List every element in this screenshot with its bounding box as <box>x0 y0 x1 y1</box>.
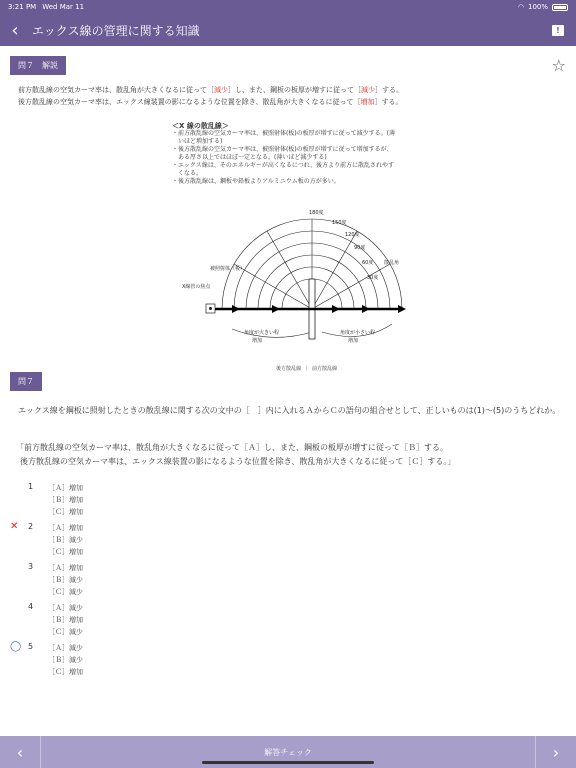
answer-check-button[interactable]: 解答チェック <box>264 747 312 757</box>
bookmark-star-icon[interactable]: ☆ <box>551 56 566 75</box>
choice-number: 3 <box>28 562 34 571</box>
angle-label: 150度 <box>332 220 347 226</box>
choice-2[interactable] <box>0 522 576 562</box>
choice-number: 5 <box>28 642 34 651</box>
angle-label: 90度 <box>354 245 366 251</box>
choice-a: ［Ａ］減少 <box>48 644 83 652</box>
choice-number: 1 <box>28 482 34 491</box>
chevron-left-icon: ‹ <box>16 742 24 762</box>
choice-number: 4 <box>28 602 34 611</box>
large-angle-label-2: 増加 <box>252 338 263 344</box>
scatter-direction-labels <box>276 365 337 372</box>
exp-answer-highlight: 増加 <box>360 98 375 106</box>
beam-arrowhead <box>272 305 280 313</box>
choice-c: ［Ｃ］減少 <box>48 588 83 596</box>
choice-b: ［Ｂ］増加 <box>48 616 83 624</box>
choice-1[interactable] <box>0 482 576 522</box>
diagram-title: ＜X 線の散乱線＞ <box>172 122 229 130</box>
question-text <box>10 404 566 418</box>
status-time: 3:21 PM <box>8 3 37 11</box>
nav-bar <box>0 14 576 46</box>
ray <box>312 264 390 309</box>
angle-label: 180度 <box>309 210 324 216</box>
question-quote <box>10 441 566 469</box>
choice-c: ［Ｃ］増加 <box>48 508 83 516</box>
legend-bullet: いほど増加する) <box>172 138 223 145</box>
choice-c: ［Ｃ］減少 <box>48 628 83 636</box>
ray <box>267 231 312 309</box>
small-angle-label-2: 増加 <box>348 338 359 344</box>
explanation-tag: 問７ 解説 <box>10 56 66 75</box>
focus-label: X線管の焦点 <box>182 284 211 290</box>
prev-question-button[interactable] <box>0 736 40 768</box>
exp-answer-highlight: 減少 <box>214 86 228 94</box>
target-label: 被照射体（板） <box>210 266 246 272</box>
choice-a: ［Ａ］増加 <box>48 484 83 492</box>
explanation-line-1 <box>18 84 403 96</box>
exp-text-segment: 前方散乱線の空気カーマ率は、散乱角が大きくなるに従って［ <box>18 86 214 94</box>
small-angle-label: 角度が小さい程 <box>340 330 376 336</box>
legend-bullet: ・エックス線は、そのエネルギーが高くなるにつれ、後方より前方に散乱されやす <box>172 162 395 169</box>
correct-circle-icon: ◯ <box>10 641 22 652</box>
choice-b: ［Ｂ］減少 <box>48 576 83 584</box>
choice-3[interactable] <box>0 562 576 602</box>
battery-icon <box>552 4 568 11</box>
choice-4[interactable] <box>0 602 576 642</box>
angle-label: 30度 <box>367 275 379 281</box>
wrong-x-icon: ✕ <box>10 521 19 532</box>
choice-number: 2 <box>28 522 34 531</box>
home-indicator <box>202 761 374 764</box>
choice-a: ［Ａ］増加 <box>48 524 83 532</box>
choice-a: ［Ａ］増加 <box>48 564 83 572</box>
tube-focus-dot <box>209 307 212 310</box>
status-date: Wed Mar 11 <box>42 3 85 11</box>
exp-text-segment: ］する。 <box>374 98 403 106</box>
choice-c: ［Ｃ］増加 <box>48 668 83 676</box>
legend-bullet: くなる。 <box>172 170 203 177</box>
chevron-left-icon: ‹ <box>11 19 19 41</box>
ray <box>312 231 357 309</box>
choice-a: ［Ａ］減少 <box>48 604 83 612</box>
wifi-icon: ◠ <box>517 3 524 11</box>
question-quote-line-1: 「前方散乱線の空気カーマ率は、散乱角が大きくなるに従って［Ａ］し、また、鋼板の板厚が増すに従って［Ｂ］する。 <box>16 443 448 452</box>
choice-5[interactable] <box>0 642 576 682</box>
scatter-angle-label: 散乱角 <box>384 260 400 266</box>
back-scatter-label: 後方散乱線 <box>276 366 302 372</box>
explanation-line-2 <box>18 96 403 108</box>
status-bar <box>0 0 576 14</box>
feedback-button[interactable] <box>540 14 576 46</box>
choice-c: ［Ｃ］増加 <box>48 548 83 556</box>
angle-label: 60度 <box>362 260 374 266</box>
legend-bullet: ある厚さ以上ではほぼ一定となる。(薄いほど減少する) <box>172 154 327 161</box>
scatter-diagram <box>172 122 412 372</box>
choice-b: ［Ｂ］増加 <box>48 496 83 504</box>
explanation-text <box>18 84 403 108</box>
legend-bullet: ・後方散乱線は、鋼板や鉛板よりアルミニウム板の方が多い。 <box>172 178 340 185</box>
legend-bullet: ・前方散乱線の空気カーマ率は、被照射体(板)の板厚が増すに従って減少する。(薄 <box>172 130 396 137</box>
answer-choices <box>0 482 576 682</box>
choice-b: ［Ｂ］減少 <box>48 536 83 544</box>
question-tag: 問７ <box>10 372 42 391</box>
chevron-right-icon: › <box>552 742 560 762</box>
beam-arrowhead <box>332 305 340 313</box>
beam-arrowhead <box>232 305 240 313</box>
back-button[interactable] <box>0 14 30 46</box>
content-area[interactable] <box>0 46 576 736</box>
question-quote-line-2: 後方散乱線の空気カーマ率は、エックス線装置の影になるような位置を除き、散乱角が大きくなるに従って［Ｃ］する。」 <box>20 457 456 466</box>
front-scatter-label: 前方散乱線 <box>312 366 338 372</box>
scatter-angle-figure <box>172 184 412 344</box>
next-question-button[interactable] <box>536 736 576 768</box>
choice-b: ［Ｂ］減少 <box>48 656 83 664</box>
exp-answer-highlight: 減少 <box>361 86 375 94</box>
large-angle-label: 角度が大きい程 <box>244 330 280 336</box>
battery-percent: 100% <box>527 3 548 11</box>
comment-icon: ! <box>552 25 564 36</box>
label-divider: ｜ <box>304 366 310 372</box>
legend-bullet: ・後方散乱線の空気カーマ率は、被照射体(板)の板厚が増すに従って増加するが、 <box>172 146 393 153</box>
exp-text-segment: ］する。 <box>375 86 403 94</box>
angle-label: 120度 <box>345 232 360 238</box>
diagram-legend <box>172 122 412 186</box>
exp-text-segment: 後方散乱線の空気カーマ率は、エックス線装置の影になるような位置を除き、散乱角が大きくなるに従って［ <box>18 98 361 106</box>
ray <box>234 264 312 309</box>
exp-text-segment: ］し、また、鋼板の板厚が増すに従って［ <box>228 86 361 94</box>
page-title: エックス線の管理に関する知識 <box>32 23 200 38</box>
question-body: エックス線を鋼板に照射したときの散乱線に関する次の文中の［ ］内に入れるＡからＣの語句の組合せとして、正しいものは(1)〜(5)のうちどれか。 <box>18 406 561 415</box>
